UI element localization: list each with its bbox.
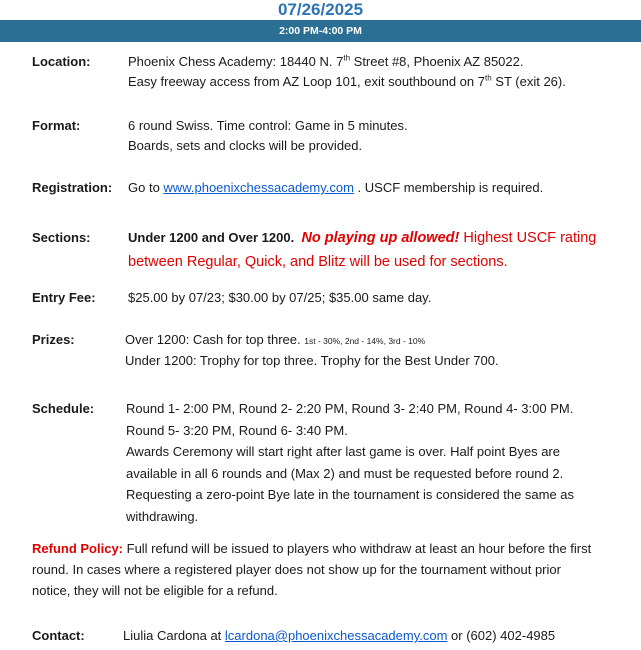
sections-label: Sections: — [32, 230, 91, 245]
entry-fee-label: Entry Fee: — [32, 290, 96, 305]
location-text-1: Phoenix Chess Academy: 18440 N. 7 — [128, 54, 344, 69]
entry-fee-value: $25.00 by 07/23; $30.00 by 07/25; $35.00 same day. — [128, 290, 432, 305]
location-value — [128, 52, 628, 92]
website-link[interactable]: www.phoenixchessacademy.com — [163, 180, 354, 195]
prizes-line-1: Over 1200: Cash for top three. — [125, 332, 305, 347]
ordinal-sup: th — [485, 73, 492, 83]
location-line-1 — [128, 52, 628, 72]
refund-line-3: notice, they will not be eligible for a refund. — [32, 583, 278, 598]
email-link[interactable]: lcardona@phoenixchessacademy.com — [224, 628, 448, 643]
location-text-3: Easy freeway access from AZ Loop 101, exit southbound on 7 — [128, 74, 485, 89]
no-playing-up-warning: No playing up allowed! — [301, 230, 460, 246]
location-label: Location: — [32, 54, 91, 69]
schedule-label: Schedule: — [32, 401, 95, 416]
prizes-value — [125, 330, 625, 371]
registration-value — [128, 178, 628, 198]
schedule-line: withdrawing. — [126, 508, 199, 524]
contact-name: Liulia Cardona at — [123, 628, 225, 643]
schedule-line: Round 5- 3:20 PM, Round 6- 3:40 PM. — [126, 422, 348, 438]
location-text-2: Street #8, Phoenix AZ 85022. — [350, 54, 524, 69]
location-text-4: ST (exit 26). — [491, 74, 566, 89]
refund-line-2: round. In cases where a registered player does not show up for the tournament without prior — [32, 562, 561, 577]
rating-note-1: Highest USCF rating — [459, 230, 597, 246]
rating-note-2: between Regular, Quick, and Blitz will be used for sections. — [128, 254, 508, 270]
prizes-label: Prizes: — [32, 332, 75, 347]
sections-value — [128, 226, 628, 274]
prizes-line-2: Under 1200: Trophy for top three. Trophy for the Best Under 700. — [125, 353, 499, 368]
location-line-2 — [128, 72, 628, 92]
time-banner — [0, 20, 641, 42]
format-line-2: Boards, sets and clocks will be provided. — [128, 138, 363, 153]
contact-value — [123, 626, 623, 646]
format-line-1: 6 round Swiss. Time control: Game in 5 minutes. — [128, 118, 408, 133]
schedule-value — [126, 398, 626, 527]
event-time: 2:00 PM-4:00 PM — [279, 25, 362, 37]
refund-policy-section — [32, 538, 632, 601]
sections-bold-text: Under 1200 and Over 1200. — [128, 230, 295, 245]
schedule-line: Requesting a zero-point Bye late in the tournament is considered the same as — [126, 487, 575, 502]
schedule-line: Awards Ceremony will start right after last game is over. Half point Byes are — [126, 444, 560, 459]
registration-label: Registration: — [32, 180, 113, 195]
contact-label: Contact: — [32, 628, 85, 643]
ordinal-sup: th — [343, 53, 351, 63]
event-date: 07/26/2025 — [277, 0, 364, 19]
contact-phone: or (602) 402-4985 — [447, 628, 556, 643]
refund-policy-label: Refund Policy: — [32, 541, 124, 556]
schedule-line: Round 1- 2:00 PM, Round 2- 2:20 PM, Round 3- 2:40 PM, Round 4- 3:00 PM. — [126, 401, 574, 416]
format-label: Format: — [32, 118, 81, 133]
format-value — [128, 116, 628, 156]
schedule-line: available in all 6 rounds and (Max 2) and must be requested before round 2. — [126, 465, 564, 481]
refund-line-1: Full refund will be issued to players who withdraw at least an hour before the first — [123, 541, 592, 556]
registration-note: . USCF membership is required. — [353, 180, 544, 195]
cash-breakdown: 1st - 30%, 2nd - 14%, 3rd - 10% — [304, 336, 426, 346]
registration-text: Go to — [128, 180, 164, 195]
